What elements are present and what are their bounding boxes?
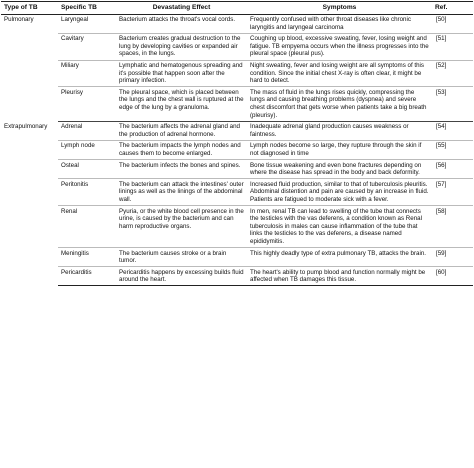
effect-cell: Lymphatic and hematogenous spreading and it's possible that happen soon after the primary infection. bbox=[116, 60, 247, 87]
symptoms-cell: The heart's ability to pump blood and function normally might be affected when TB damages this tissue. bbox=[247, 267, 432, 286]
ref-cell: [60] bbox=[432, 267, 473, 286]
specific-cell: Osteal bbox=[58, 160, 116, 179]
table-row bbox=[1, 121, 473, 140]
table-row bbox=[1, 267, 473, 286]
table-body bbox=[1, 14, 473, 286]
table-row bbox=[1, 87, 473, 121]
ref-cell: [54] bbox=[432, 121, 473, 140]
ref-cell: [52] bbox=[432, 60, 473, 87]
specific-cell: Miliary bbox=[58, 60, 116, 87]
ref-cell: [57] bbox=[432, 179, 473, 206]
symptoms-cell: In men, renal TB can lead to swelling of the tube that connects the testicles with the vas deferens, a condition known as Renal tuberculosis in males can cause inflammation of the tube that links the testicles to the vas deferens, a disease named epididymitis. bbox=[247, 206, 432, 248]
header-specific: Specific TB bbox=[58, 2, 116, 15]
symptoms-cell: Inadequate adrenal gland production causes weakness or faintness. bbox=[247, 121, 432, 140]
table-row bbox=[1, 179, 473, 206]
ref-cell: [58] bbox=[432, 206, 473, 248]
specific-cell: Peritonitis bbox=[58, 179, 116, 206]
specific-cell: Meningitis bbox=[58, 248, 116, 267]
header-type: Type of TB bbox=[1, 2, 58, 15]
specific-cell: Adrenal bbox=[58, 121, 116, 140]
symptoms-cell: Increased fluid production, similar to that of tuberculosis pleuritis. Abdominal distention and pain are caused by an increase in fluid. Patients are fatigued to moderate sick with a fever. bbox=[247, 179, 432, 206]
type-cell: Extrapulmonary bbox=[4, 122, 48, 130]
table-row bbox=[1, 206, 473, 248]
effect-cell: The pleural space, which is placed between the lungs and the chest wall is ruptured at the edge of the lung by a granuloma. bbox=[116, 87, 247, 121]
table-row bbox=[1, 248, 473, 267]
header-row bbox=[1, 2, 473, 15]
effect-cell: The bacterium causes stroke or a brain tumor. bbox=[116, 248, 247, 267]
table-row bbox=[1, 160, 473, 179]
table-row bbox=[1, 60, 473, 87]
effect-cell: Bacterium attacks the throat's vocal cords. bbox=[116, 14, 247, 33]
ref-cell: [50] bbox=[432, 14, 473, 33]
table-row bbox=[1, 14, 473, 33]
ref-cell: [51] bbox=[432, 33, 473, 60]
specific-cell: Cavitary bbox=[58, 33, 116, 60]
symptoms-cell: Bone tissue weakening and even bone fractures depending on where the disease has spread in the body and back deformity. bbox=[247, 160, 432, 179]
table-header bbox=[1, 2, 473, 15]
ref-cell: [56] bbox=[432, 160, 473, 179]
specific-cell: Lymph node bbox=[58, 140, 116, 159]
type-cell: Pulmonary bbox=[4, 16, 34, 24]
header-symptoms: Symptoms bbox=[247, 2, 432, 15]
header-effect: Devastating Effect bbox=[116, 2, 247, 15]
specific-cell: Laryngeal bbox=[58, 14, 116, 33]
effect-cell: The bacterium can attack the intestines' outer linings as well as the linings of the abdominal wall. bbox=[116, 179, 247, 206]
symptoms-cell: Night sweating, fever and losing weight are all symptoms of this condition. Since the initial chest X-ray is often clear, it might be hard to detect. bbox=[247, 60, 432, 87]
symptoms-cell: Lymph nodes become so large, they rupture through the skin if not diagnosed in time bbox=[247, 140, 432, 159]
table-row bbox=[1, 33, 473, 60]
table-row bbox=[1, 140, 473, 159]
effect-cell: Pericarditis happens by excessing builds fluid around the heart. bbox=[116, 267, 247, 286]
ref-cell: [59] bbox=[432, 248, 473, 267]
symptoms-cell: Coughing up blood, excessive sweating, fever, losing weight and fatigue. TB empyema occurs when the illness progresses into the pleural space (pleural pus). bbox=[247, 33, 432, 60]
specific-cell: Pleurisy bbox=[58, 87, 116, 121]
specific-cell: Renal bbox=[58, 206, 116, 248]
tb-types-table bbox=[1, 1, 473, 286]
header-ref: Ref. bbox=[432, 2, 473, 15]
symptoms-cell: The mass of fluid in the lungs rises quickly, compressing the lungs and causing breathing problems (dyspnea) and severe chest discomfort that gets worse when patients take a big breath (pleurisy). bbox=[247, 87, 432, 121]
effect-cell: Pyuria, or the white blood cell presence in the urine, is caused by the bacterium and can harm reproductive organs. bbox=[116, 206, 247, 248]
specific-cell: Pericarditis bbox=[58, 267, 116, 286]
effect-cell: The bacterium infects the bones and spines. bbox=[116, 160, 247, 179]
ref-cell: [55] bbox=[432, 140, 473, 159]
effect-cell: The bacterium affects the adrenal gland and the production of adrenal hormone. bbox=[116, 121, 247, 140]
effect-cell: Bacterium creates gradual destruction to the lung by developing cavities or expanded air spaces, in the lungs. bbox=[116, 33, 247, 60]
symptoms-cell: Frequently confused with other throat diseases like chronic laryngitis and laryngeal carcinoma bbox=[247, 14, 432, 33]
symptoms-cell: This highly deadly type of extra pulmonary TB, attacks the brain. bbox=[247, 248, 432, 267]
effect-cell: The bacterium impacts the lymph nodes and causes them to become enlarged. bbox=[116, 140, 247, 159]
ref-cell: [53] bbox=[432, 87, 473, 121]
